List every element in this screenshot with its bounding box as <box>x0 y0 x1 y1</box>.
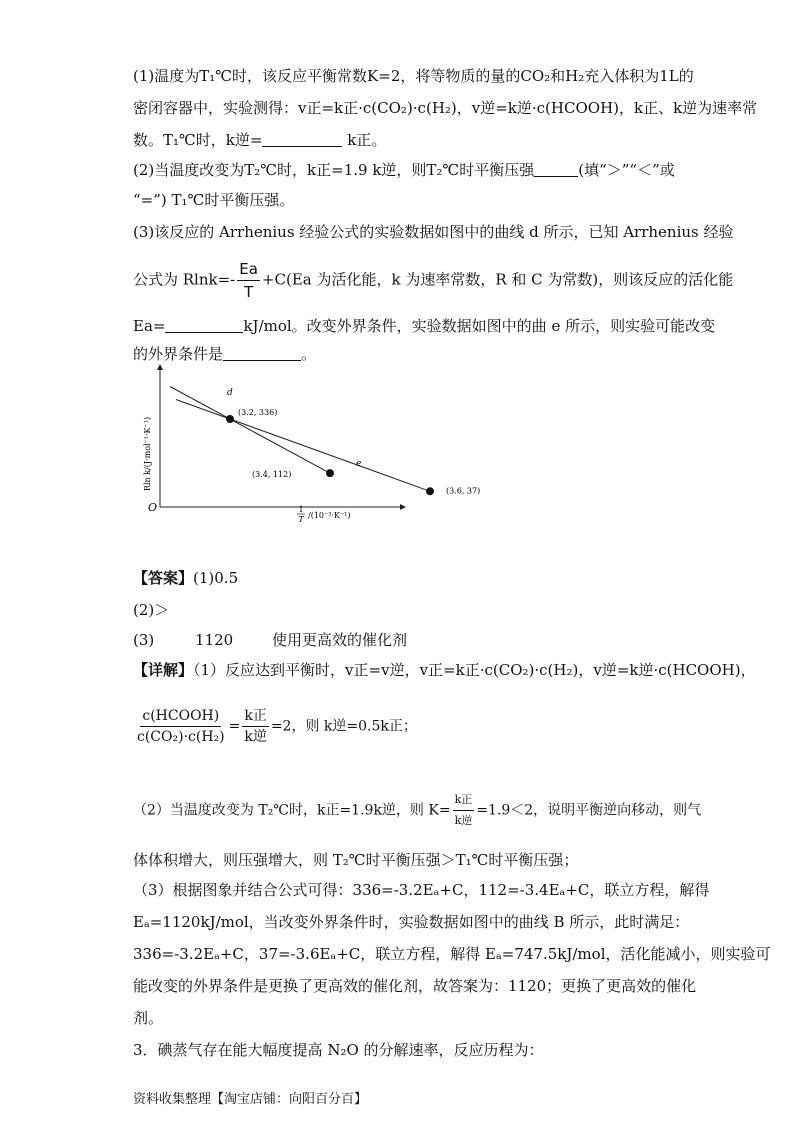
explain-line6: Eₐ=1120kJ/mol，当改变外界条件时，实验数据如图中的曲线 B 所示，此时满足： <box>133 913 690 931</box>
frac2-num: k正 <box>242 706 268 727</box>
q3-line1: (3)该反应的 Arrhenius 经验公式的实验数据如图中的曲线 d 所示，已知 Arrhenius 经验 <box>133 223 734 241</box>
answer-title: 【答案】 <box>133 569 194 587</box>
x-axis-label <box>297 505 351 524</box>
data-point <box>426 487 434 495</box>
answer-3-num: (3) <box>133 631 155 649</box>
explain-line4: 体体积增大，则压强增大，则 T₂℃时平衡压强＞T₁℃时平衡压强； <box>133 851 579 869</box>
q1-line2: 密闭容器中，实验测得：v正=k正·c(CO₂)·c(H₂)，v逆=k逆·c(HCOOH)，k正、k逆为速率常 <box>133 99 758 117</box>
x-axis-label-den: T <box>298 515 304 524</box>
answer-3 <box>133 630 407 650</box>
q3-line3-text: Ea= <box>133 317 166 335</box>
explain-title: 【详解】 <box>133 661 194 679</box>
q3-line3-end: kJ/mol。改变外界条件，实验数据如图中的曲 e 所示，则实验可能改变 <box>243 317 716 335</box>
q2-line2: “=”) T₁℃时平衡压强。 <box>133 191 295 209</box>
footer: 资料收集整理【淘宝店铺：向阳百分百】 <box>133 1092 368 1107</box>
arrhenius-chart <box>138 362 481 527</box>
q2-line1-end: (填“＞”“＜”或 <box>578 161 675 179</box>
q1-line3-end: k正。 <box>347 131 387 149</box>
q1-line1: (1)温度为T₁℃时，该反应平衡常数K=2，将等物质的量的CO₂和H₂充入体积为1L的 <box>133 67 694 85</box>
q2-line1 <box>133 160 675 180</box>
rate-constant-fraction <box>242 706 268 747</box>
curve-d <box>170 387 330 474</box>
answer-1: (1)0.5 <box>193 569 239 587</box>
answer-blank-2[interactable] <box>534 162 578 177</box>
curve-label-e: e <box>356 459 362 470</box>
frac3-num: k正 <box>453 790 475 811</box>
arrhenius-fraction <box>237 258 260 303</box>
explain-line3 <box>133 790 701 831</box>
answer-blank-1[interactable] <box>262 132 342 147</box>
k-fraction <box>453 790 475 831</box>
y-axis-arrow <box>157 364 163 370</box>
answer-line <box>133 568 238 588</box>
frac-denominator: T <box>244 283 254 301</box>
frac1-den: c(CO₂)·c(H₂) <box>137 729 225 745</box>
explain-line9: 剂。 <box>133 1009 164 1027</box>
curve-label-d: d <box>227 388 233 398</box>
point-label: (3.4, 112) <box>252 470 292 480</box>
q3-line4 <box>133 344 316 364</box>
point-label: (3.2, 336) <box>238 408 278 417</box>
explain-line2-text: =2，则 k逆=0.5k正； <box>270 718 417 735</box>
explain-line3-post: =1.9＜2，说明平衡逆向移动，则气 <box>476 802 702 819</box>
x-axis-arrow <box>400 504 406 510</box>
explain-line7: 336=-3.2Eₐ+C，37=-3.6Eₐ+C，联立方程，解得 Eₐ=747.5kJ/mol，活化能减小，则实验可 <box>133 945 771 963</box>
concentration-fraction <box>135 706 227 747</box>
q3-formula-line <box>133 258 733 303</box>
next-question: 3．碘蒸气存在能大幅度提高 N₂O 的分解速率，反应历程为： <box>133 1041 544 1059</box>
explain-line1-text: （1）反应达到平衡时，v正=v逆，v正=k正·c(CO₂)·c(H₂)，v逆=k逆·c(HCOOH)， <box>193 661 756 679</box>
data-point <box>226 415 234 423</box>
answer-3-text: 使用更高效的催化剂 <box>272 631 408 649</box>
q3-line4-text: 的外界条件是 <box>133 345 224 363</box>
explain-line1 <box>133 660 756 680</box>
q3-line4-end: 。 <box>301 345 317 363</box>
q1-line3-text: 数。T₁℃时，k逆= <box>133 131 263 149</box>
q3-line3 <box>133 316 715 336</box>
point-label: (3.6, 37) <box>446 486 481 496</box>
x-axis-label-unit: /(10⁻³·K⁻¹) <box>308 511 351 520</box>
q2-line1-text: (2)当温度改变为T₂℃时，k正=1.9 k逆，则T₂℃时平衡压强 <box>133 161 535 179</box>
q3-formula-post: +C(Ea 为活化能，k 为速率常数，R 和 C 为常数)，则该反应的活化能 <box>261 270 734 289</box>
answer-blank-3[interactable] <box>165 318 243 333</box>
answer-blank-4[interactable] <box>223 346 301 361</box>
explain-line8: 能改变的外界条件是更换了更高效的催化剂，故答案为：1120；更换了更高效的催化 <box>133 977 697 995</box>
frac1-num: c(HCOOH) <box>140 706 221 727</box>
explain-line3-pre: （2）当温度改变为 T₂℃时，k正=1.9k逆，则 K= <box>133 802 451 819</box>
y-axis-label: Rln k/(J·mol⁻¹·K⁻¹) <box>143 416 152 492</box>
x-axis-label-num: 1 <box>298 505 304 514</box>
q1-line3 <box>133 130 386 150</box>
data-point <box>326 469 334 477</box>
frac2-den: k逆 <box>244 729 267 745</box>
explain-line5: （3）根据图象并结合公式可得：336=-3.2Eₐ+C，112=-3.4Eₐ+C，联立方程，解得 <box>133 881 710 899</box>
answer-2: (2)＞ <box>133 601 170 619</box>
frac-numerator: Ea <box>237 258 260 281</box>
answer-3-value: 1120 <box>195 631 234 649</box>
curve-e <box>176 399 430 491</box>
origin-label: O <box>148 501 158 514</box>
q3-formula-pre: 公式为 Rlnk=- <box>133 270 236 289</box>
frac3-den: k逆 <box>454 814 473 827</box>
explain-line2: $\frac{\text{c(HCOOH)}}{\text{c(CO₂)·c(H₂)}}$ = $\frac{\text{k正}}{\text{k逆}}$ =2，则 k逆=0.5k正； <box>137 708 417 745</box>
